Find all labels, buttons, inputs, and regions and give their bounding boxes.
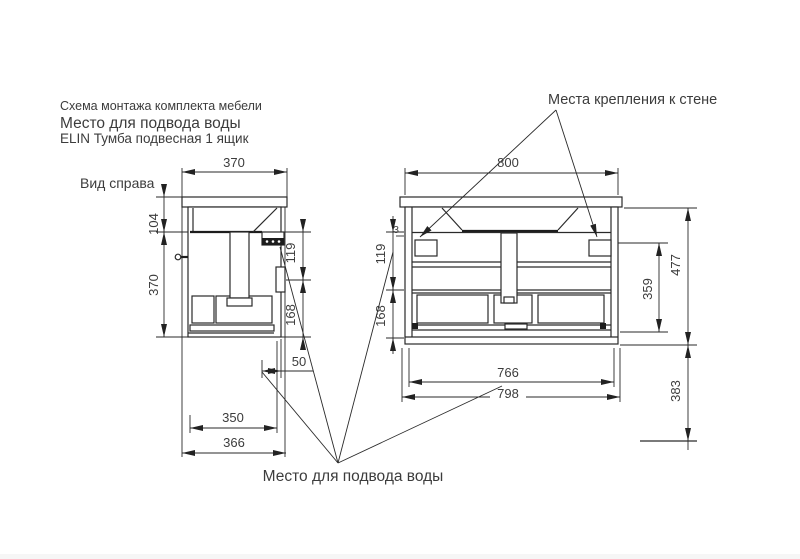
water-supply-label: Место для подвода воды [262, 468, 444, 485]
mounting-points-label: Места крепления к стене [548, 92, 718, 108]
side-drain-pipe [227, 232, 252, 306]
side-dim-370: 370 [146, 274, 161, 296]
front-dim-798: 798 [497, 386, 519, 401]
side-dim-104: 104 [146, 213, 161, 235]
front-view [373, 110, 697, 450]
title-block [60, 99, 262, 146]
side-dim-depth: 370 [223, 155, 245, 170]
side-dim-119: 119 [283, 242, 298, 264]
front-dim-477: 477 [668, 254, 683, 276]
side-view [146, 155, 313, 457]
side-water-connector [262, 232, 284, 245]
side-dim-50: 50 [291, 354, 307, 369]
front-dim-800: 800 [497, 155, 519, 170]
front-dim-359: 359 [640, 278, 655, 300]
front-dim-3: 3 [393, 224, 399, 236]
side-view-label: Вид справа [80, 175, 155, 191]
side-inlet-box [276, 267, 285, 292]
side-dim-366: 366 [223, 435, 245, 450]
side-dim-168: 168 [283, 304, 298, 326]
front-countertop [400, 197, 622, 207]
bottom-strip [0, 554, 800, 559]
front-dim-119: 119 [373, 243, 388, 265]
front-dim-766: 766 [497, 365, 519, 380]
front-dim-168: 168 [373, 305, 388, 327]
side-dim-350: 350 [222, 410, 244, 425]
title-line3: ELIN Тумба подвесная 1 ящик [60, 131, 249, 146]
front-dim-383: 383 [668, 380, 683, 402]
title-line1: Схема монтажа комплекта мебели [60, 99, 262, 113]
front-drain-pipe [501, 233, 517, 303]
side-countertop [182, 197, 287, 207]
title-line2: Место для подвода воды [60, 115, 241, 132]
